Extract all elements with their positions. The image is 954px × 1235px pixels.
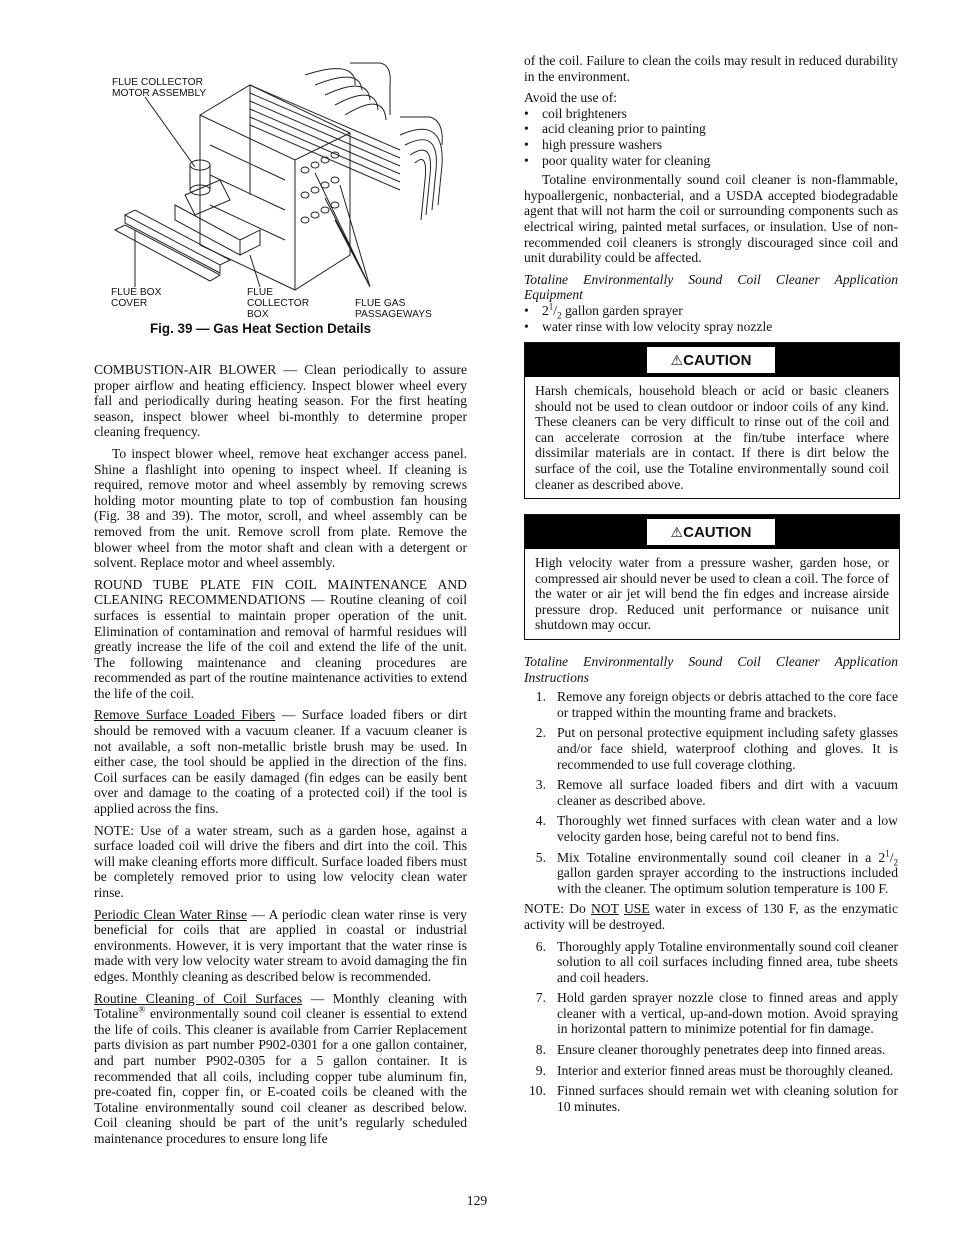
step-text: Mix Totaline environmentally sound coil cleaner in a 2 [557,849,886,865]
caution-box-high-velocity [524,514,900,640]
text: environmentally sound coil cleaner is essential to extend the life of coils. This cleaner is available from Carrier Replacement parts division as part number P902-0301 for a one gallon container, and part number P902-0305 for a 5 gallon container. It is recommended that all coils, including copper tube aluminum fin, pre-coated fin, copper fin, or E-coated coils be cleaned with the Totaline environmentally sound coil cleaner as described below. Coil cleaning should be part of the unit’s regularly scheduled maintenance procedures to ensure long life [94,1006,467,1146]
list-item: • high pressure washers [524,137,898,153]
avoid-list [524,106,898,168]
text: — A periodic clean water rinse is very beneficial for coils that are applied in coastal or industrial environments. However, it is very important that the water rinse is made with very low velocity water stream to avoid damaging the fin edges. Monthly cleaning as described below is recommended. [94,906,467,984]
label-flue-gas-passageways: FLUE GAS PASSAGEWAYS [355,298,432,320]
step-number: 9. [535,1062,546,1078]
step-number: 4. [535,813,546,829]
list-item: • water rinse with low velocity spray nozzle [524,319,898,335]
caution-label: CAUTION [683,524,752,541]
equipment-list [524,303,898,334]
caution-badge [647,347,775,373]
text: NOT [591,901,619,917]
water-rinse-paragraph [94,907,467,985]
list-item [524,939,898,986]
surface-fibers-paragraph [94,707,467,816]
list-item: • coil brighteners [524,106,898,122]
coil-maintenance-heading: ROUND TUBE PLATE FIN COIL MAINTENANCE AND CLEANING RECOMMENDATIONS [94,576,467,608]
caution-header [525,343,899,377]
step-text: Remove all surface loaded fibers and dirt with a vacuum cleaner as described above. [557,777,898,808]
equipment-heading: Totaline Environmentally Sound Coil Cleaner Application Equipment [524,271,898,303]
text: water in excess of 130 F, as the enzymatic activity will be destroyed. [524,901,898,932]
list-item [524,813,898,844]
caution-text: Harsh chemicals, household bleach or acid or basic cleaners should not be used to clean outdoor or indoor coils of any kind. These cleaners can be very difficult to rinse out of the coil and can accelerate corrosion at the fin/tube interface where dissimilar materials are in contact. If there is dirt below the surface of the coil, use the Totaline environmentally sound coil cleaner as described above. [535,383,889,492]
step-number: 10. [529,1083,546,1099]
step-number: 8. [535,1042,546,1058]
routine-cleaning-paragraph [94,991,467,1147]
list-item: • acid cleaning prior to painting [524,121,898,137]
totaline-description: Totaline environmentally sound coil cleaner is non-flammable, hypoallergenic, nonbacterial, and a USDA accepted biodegradable agent that will not harm the coil or surrounding components such as electrical wiring, painted metal surfaces, or insulation. Use of non-recommended coil cleaners is strongly discouraged since coil and unit durability could be affected. [524,172,898,266]
caution-text: High velocity water from a pressure washer, garden hose, or compressed air should never be used to clean a coil. The force of the water or air jet will bend the fin edges and increase airside pressure drop. Reduced unit performance or nuisance unit shutdown may occur. [535,555,889,633]
list-item [524,777,898,808]
fraction-num: 1 [548,301,554,312]
instructions-section [524,654,898,1119]
step-text: Remove any foreign objects or debris attached to the core face or trapped within the mounting frame and brackets. [557,689,898,720]
coil-maintenance-paragraph [94,577,467,702]
caution-header [525,515,899,549]
routine-cleaning-heading: Routine Cleaning of Coil Surfaces [94,990,303,1006]
list-item [524,725,898,772]
list-item: 5. Mix Totaline environmentally sound coil cleaner in a $2^1/_2$ gallon garden sprayer according to the instructions included with the cleaner. The optimum solution temperature is 100 F. [524,850,898,897]
caution-box-chemicals [524,342,900,499]
step-number: 3. [535,777,546,793]
step-text: Interior and exterior finned areas must be thoroughly cleaned. [557,1062,894,1078]
list-item [524,990,898,1037]
list-item: • $2^1/_2$ gallon garden sprayer [524,303,898,319]
text: gallon garden sprayer [561,302,683,318]
steps-list-b [524,939,898,1115]
caution-label: CAUTION [683,352,752,369]
label-flue-collector-box: FLUE COLLECTOR BOX [247,287,310,320]
caution-badge [647,519,775,545]
text: 2 [542,302,549,318]
step-number: 6. [535,938,546,954]
step-number: 7. [535,990,546,1006]
step-number: 1. [535,689,546,705]
label-flue-box-cover: FLUE BOX COVER [111,287,162,309]
fraction-num: 1 [885,848,890,858]
figure-caption: Fig. 39 — Gas Heat Section Details [150,321,372,336]
water-rinse-heading: Periodic Clean Water Rinse [94,906,247,922]
registered-mark: ® [138,1004,146,1015]
text: NOTE: Do [524,901,592,917]
coil-failure-paragraph: of the coil. Failure to clean the coils may result in reduced durability in the environment. [524,53,898,84]
step-text: Thoroughly wet finned surfaces with clean water and a low velocity garden hose, being careful not to bend fins. [557,813,898,844]
list-item [524,1042,898,1058]
text: — Monthly cleaning with Totaline [94,990,467,1022]
left-column [94,362,467,1153]
note-temperature [524,901,898,932]
instructions-heading: Totaline Environmentally Sound Coil Cleaner Application Instructions [524,654,898,685]
step-text: gallon garden sprayer according to the instructions included with the cleaner. The optimum solution temperature is 100 F. [557,865,898,896]
fraction-den: 2 [893,857,898,868]
list-item [524,1083,898,1114]
warning-triangle-icon: ⚠ [670,352,684,368]
list-item: • poor quality water for cleaning [524,153,898,169]
fraction-den: 2 [557,310,562,321]
label-flue-collector-motor: FLUE COLLECTOR MOTOR ASSEMBLY [112,77,207,99]
warning-triangle-icon: ⚠ [670,524,684,540]
inspect-blower-paragraph: To inspect blower wheel, remove heat exchanger access panel. Shine a flashlight into opening to inspect wheel. If cleaning is required, remove motor and wheel assembly by removing screws holding motor mounting plate to top of combustion fan housing (Fig. 38 and 39). The motor, scroll, and wheel assembly can be removed from the unit. Remove scroll from plate. Remove the blower wheel from the motor shaft and clean with a detergent or solvent. Replace motor and wheel assembly. [94,445,467,571]
step-text: Ensure cleaner thoroughly penetrates deep into finned areas. [557,1042,886,1058]
right-column [524,53,898,338]
step-text: Hold garden sprayer nozzle close to finned areas and apply cleaner with a vertical, up-and-down motion. Avoid spraying in horizontal pattern to minimize potential for fin damage. [557,990,898,1037]
step-text: Put on personal protective equipment including safety glasses and/or face shield, waterproof clothing and gloves. It is recommended to use full coverage clothing. [557,725,898,772]
combustion-blower-heading: COMBUSTION-AIR BLOWER [94,362,277,377]
text: — Surface loaded fibers or dirt should be removed with a vacuum cleaner. If a vacuum cleaner is not available, a soft non-metallic bristle brush may be used. In either case, the tool should be applied in the direction of the fins. Coil surfaces can be easily damaged (fin edges can be easily bent over and damage to the coating of a protected coil) if the tool is applied across the fins. [94,707,467,817]
text: — Clean periodically to assure proper airflow and heating efficiency. Inspect blower wheel every fall and periodically during heating season. For the first heating season, inspect blower wheel bi-monthly to determine proper cleaning frequency. [94,362,467,440]
note-water-stream: NOTE: Use of a water stream, such as a garden hose, against a surface loaded coil will drive the fibers and dirt into the coil. This will make cleaning efforts more difficult. Surface loaded fibers must be completely removed prior to using low velocity clean water rinse. [94,822,467,900]
step-number: 2. [535,725,546,741]
list-item [524,689,898,720]
combustion-blower-paragraph [94,362,467,440]
list-item [524,1063,898,1079]
page-number: 129 [466,1193,488,1208]
text: — Routine cleaning of coil surfaces is essential to maintain proper operation of the unit. Elimination of contamination and removal of harmful residues will greatly increase the life of the coil and extend the life of the unit. The following maintenance and cleaning procedures are recommended as part of the routine maintenance activities to extend the life of the coil. [94,592,467,701]
surface-fibers-heading: Remove Surface Loaded Fibers [94,707,276,723]
steps-list-a [524,689,898,896]
step-number: 5. [535,849,546,865]
step-text: Thoroughly apply Totaline environmentally sound coil cleaner solution to all coil surfaces including finned area, tube sheets and coil headers. [557,938,898,985]
step-text: Finned surfaces should remain wet with cleaning solution for 10 minutes. [557,1083,898,1114]
avoid-intro: Avoid the use of: [524,90,617,106]
text: USE [623,901,650,917]
